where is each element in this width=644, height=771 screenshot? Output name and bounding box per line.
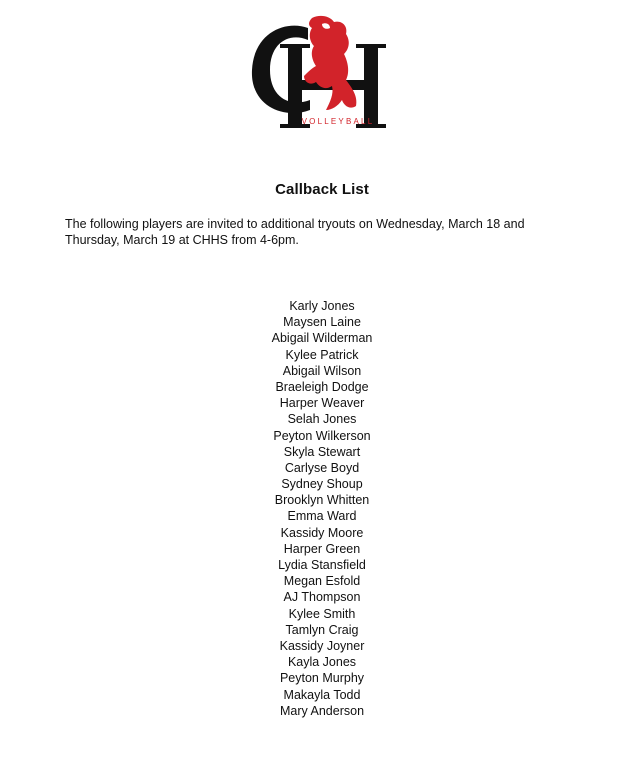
player-name: Harper Weaver [279, 396, 365, 411]
player-name: Peyton Wilkerson [273, 428, 371, 443]
page-title: Callback List [275, 181, 369, 198]
horse-mascot-icon [304, 16, 356, 110]
logo-caption: VOLLEYBALL [301, 117, 375, 126]
player-name: Harper Green [283, 541, 361, 556]
chhs-volleyball-logo [246, 14, 396, 140]
player-name: Peyton Murphy [279, 671, 365, 686]
player-name: Abigail Wilderman [271, 331, 373, 346]
player-name: Emma Ward [287, 509, 357, 524]
player-name: Kylee Patrick [285, 347, 359, 362]
player-name: Kayla Jones [287, 655, 357, 670]
player-name: Selah Jones [287, 412, 357, 427]
player-name: Maysen Laine [283, 315, 361, 330]
players-list [0, 298, 644, 719]
player-name: AJ Thompson [283, 590, 361, 605]
logo-graphic [246, 14, 396, 140]
player-name: Karly Jones [289, 299, 355, 313]
player-name: Sydney Shoup [281, 477, 363, 492]
player-name: Tamlyn Craig [285, 622, 359, 637]
player-name: Mary Anderson [279, 703, 365, 718]
player-name: Abigail Wilson [282, 363, 362, 378]
player-name: Kassidy Moore [280, 525, 364, 540]
player-name: Kassidy Joyner [279, 638, 365, 653]
player-name: Makayla Todd [283, 687, 361, 702]
player-name: Lydia Stansfield [278, 558, 366, 572]
player-name: Brooklyn Whitten [274, 493, 370, 508]
player-name: Carlyse Boyd [284, 460, 360, 475]
player-name: Kylee Smith [288, 606, 356, 621]
player-name: Braeleigh Dodge [275, 379, 369, 394]
player-name: Skyla Stewart [283, 444, 361, 459]
player-name: Megan Esfold [283, 574, 361, 589]
intro-paragraph: The following players are invited to additional tryouts on Wednesday, March 18 and Thursday, March 19 at CHHS from 4-6pm. [65, 217, 525, 247]
